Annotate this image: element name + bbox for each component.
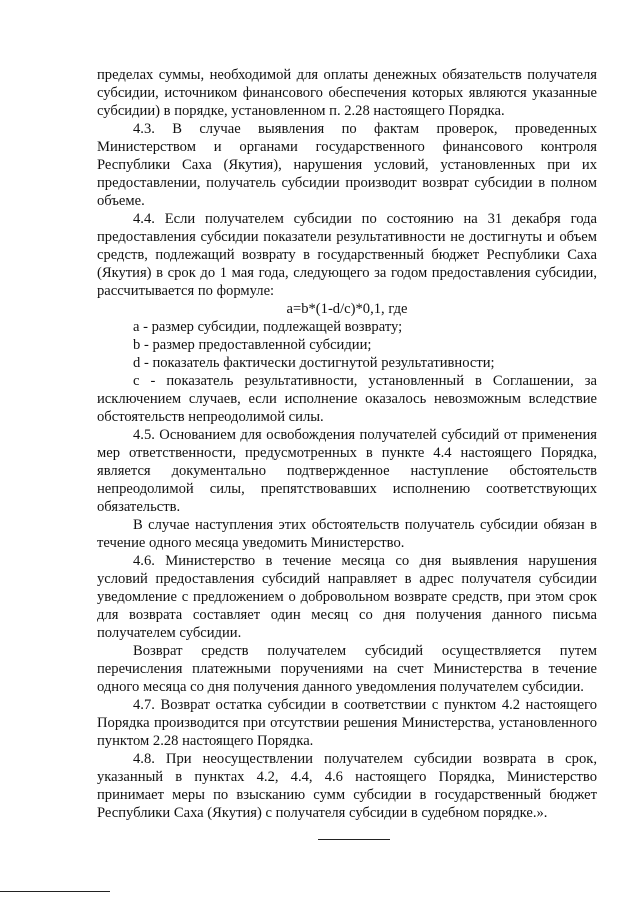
paragraph-notice: В случае наступления этих обстоятельств получатель субсидии обязан в течение одного месяца уведомить Министерство. [97,517,597,551]
paragraph-4-4: 4.4. Если получателем субсидии по состоянию на 31 декабря года предоставления субсидии показатели результативности не достигнуты и объем средств, подлежащий возврату в государственный бюджет Республики Саха (Якутия) в срок до 1 мая года, следующего за годом предоставления субсидии, рассчитывается по формуле: [97,211,597,299]
definition-c: c - показатель результативности, установленный в Соглашении, за исключением случаев, если исполнение оказалось невозможным вследствие обстоятельств непреодолимой силы. [97,373,597,425]
paragraph-refund: Возврат средств получателем субсидий осуществляется путем перечисления платежными поручениями на счет Министерства в течение одного месяца со дня получения данного уведомления получателем субсидии. [97,643,597,695]
footnote-separator-line [0,891,110,892]
paragraph-4-6: 4.6. Министерство в течение месяца со дня выявления нарушения условий предоставления субсидий направляет в адрес получателя субсидии уведомление с предложением о добровольном возврате средств, при этом срок для возврата составляет один месяц со дня получения данного письма получателем субсидии. [97,553,597,641]
paragraph-4-7: 4.7. Возврат остатка субсидии в соответствии с пунктом 4.2 настоящего Порядка производится при отсутствии решения Министерства, установленного пунктом 2.28 настоящего Порядка. [97,697,597,749]
paragraph-continuation: пределах суммы, необходимой для оплаты денежных обязательств получателя субсидии, источником финансового обеспечения которых являются указанные субсидии) в порядке, установленном п. 2.28 настоящего Порядка. [97,67,597,119]
paragraph-4-5: 4.5. Основанием для освобождения получателей субсидий от применения мер ответственности, предусмотренных в пункте 4.4 настоящего Порядка, является документально подтвержденное наступление обстоятельств непреодолимой силы, препятствовавших исполнению соответствующих обязательств. [97,427,597,515]
paragraph-4-8: 4.8. При неосуществлении получателем субсидии возврата в срок, указанный в пунктах 4.2, 4.4, 4.6 настоящего Порядка, Министерство принимает меры по взысканию сумм субсидии в государственный бюджет Республики Саха (Якутия) с получателя субсидии в судебном порядке.». [97,751,597,821]
document-body [97,66,597,822]
paragraph-4-3: 4.3. В случае выявления по фактам проверок, проведенных Министерством и органами государственного финансового контроля Республики Саха (Якутия), нарушения условий, установленных при их предоставлении, получатель субсидии производит возврат субсидии в полном объеме. [97,121,597,209]
definition-b: b - размер предоставленной субсидии; [133,337,372,353]
definition-a: a - размер субсидии, подлежащей возврату; [133,319,403,335]
closing-separator-line [318,839,390,840]
definition-d: d - показатель фактически достигнутой результативности; [133,355,495,371]
formula: a=b*(1-d/c)*0,1, где [286,301,408,317]
